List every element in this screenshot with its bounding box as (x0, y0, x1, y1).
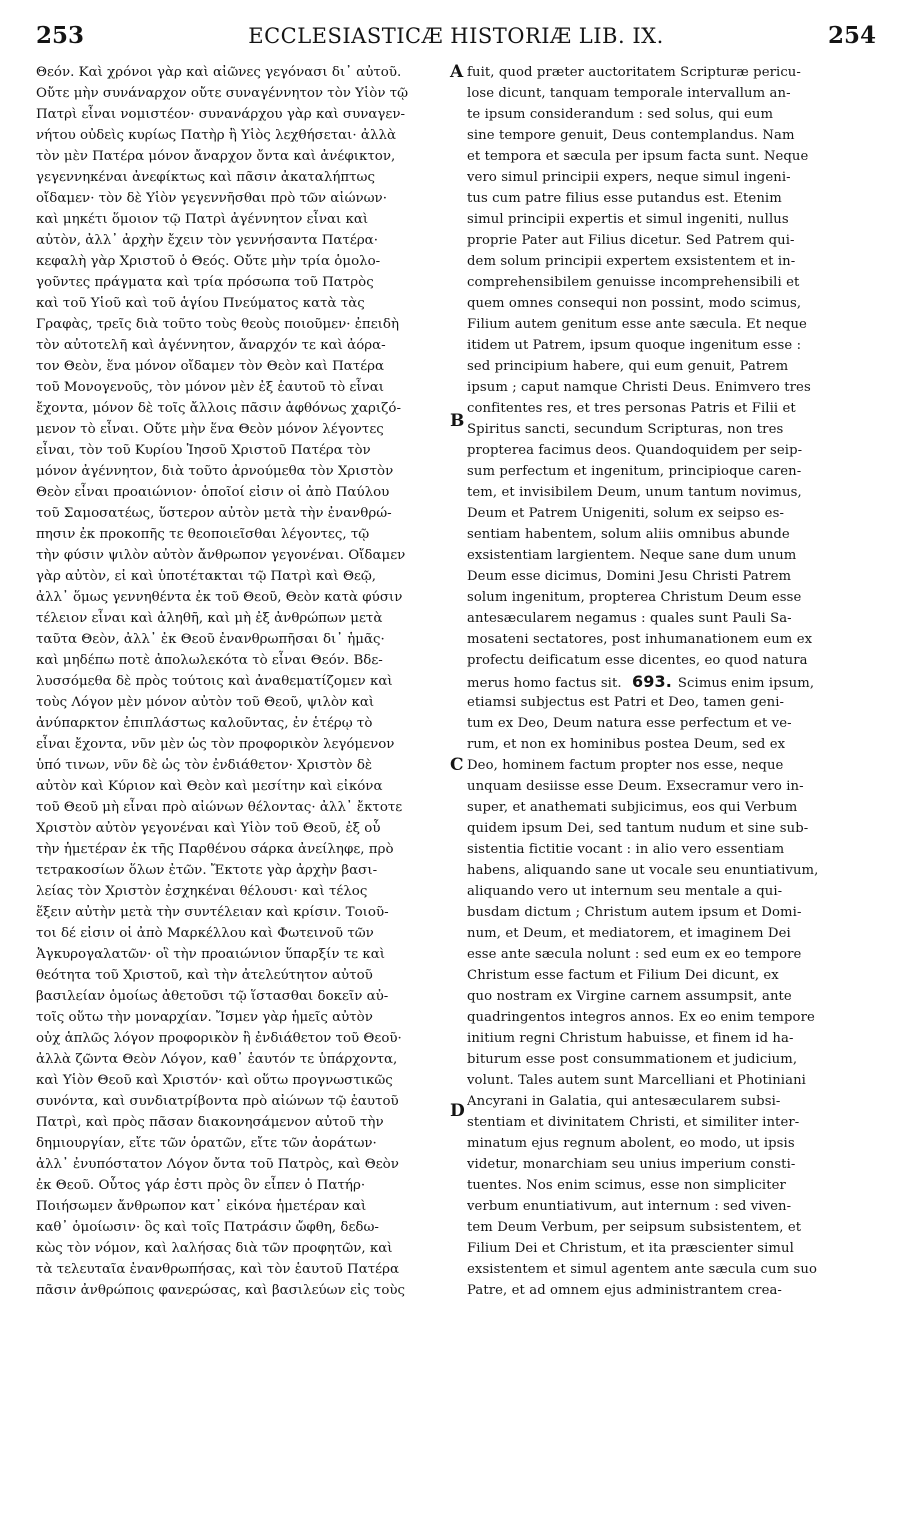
greek-text-line: γὰρ αὐτὸν, εἰ καὶ ὑποτέτακται τῷ Πατρὶ καὶ Θεῷ, (36, 569, 377, 584)
greek-text-line: ταῦτα Θεὸν, ἀλλ᾽ ἐκ Θεοῦ ἐνανθρωπῆσαι δι᾽ ἡμᾶς· (36, 632, 385, 647)
latin-text-line: Deum esse dicimus, Domini Jesu Christi Patrem (467, 569, 792, 584)
latin-text-line: busdam dictum ; Christum autem ipsum et Domi- (467, 905, 802, 920)
greek-text-line: Θεὸν εἶναι προαιώνιον· ὁποῖοί εἰσιν οἱ ἀπὸ Παύλου (36, 485, 390, 500)
section-number: 693. (632, 672, 672, 691)
greek-text-line: ἔχοντα, μόνον δὲ τοῖς ἄλλοις πᾶσιν ἀφθόνως χαριζό- (36, 401, 402, 416)
greek-text-line: θεότητα τοῦ Χριστοῦ, καὶ τὴν ἀτελεύτητον αὐτοῦ (36, 968, 373, 983)
greek-text-line: ἀλλὰ ζῶντα Θεὸν Λόγον, καθ᾽ ἑαυτόν τε ὑπάρχοντα, (36, 1052, 398, 1067)
latin-text-line: volunt. Tales autem sunt Marcelliani et Photiniani (467, 1073, 806, 1088)
greek-text-line: ὑπό τινων, νῦν δὲ ὡς τὸν ἐνδιάθετον· Χριστὸν δὲ (36, 758, 373, 773)
latin-text-line: esse ante sæcula nolunt : sed eum ex eo tempore (467, 947, 802, 962)
greek-text-line: εἶναι, τὸν τοῦ Κυρίου Ἰησοῦ Χριστοῦ Πατέρα τὸν (36, 443, 371, 458)
latin-text-line: unquam desiisse esse Deum. Exsecramur vero in- (467, 779, 804, 794)
greek-text-line: γεγεννηκέναι ἀνεφίκτως καὶ πᾶσιν ἀκαταλήπτως (36, 170, 375, 185)
latin-text-line: Deo, hominem factum propter nos esse, neque (467, 758, 784, 773)
latin-text-line: num, et Deum, et mediatorem, et imaginem Dei (467, 926, 791, 941)
greek-text-line: Πατρὶ, καὶ πρὸς πᾶσαν διακονησάμενον αὐτοῦ τὴν (36, 1115, 384, 1130)
latin-text-continued: Scimus enim ipsum, (677, 676, 815, 691)
latin-text-line: sentiam habentem, solum aliis omnibus abunde (467, 527, 790, 542)
section-marker-a: A (450, 62, 464, 82)
greek-text-line: δημιουργίαν, εἴτε τῶν ὁρατῶν, εἴτε τῶν ἀοράτων· (36, 1136, 377, 1151)
greek-text-line: γοῦντες πράγματα καὶ τρία πρόσωπα τοῦ Πατρὸς (36, 275, 374, 290)
latin-text-line: propterea facimus deos. Quandoquidem per seip- (467, 443, 803, 458)
page-number-left: 253 (36, 22, 85, 49)
greek-text-line: Γραφὰς, τρεῖς διὰ τοῦτο τοὺς θεοὺς ποιοῦμεν· ἐπειδὴ (36, 317, 399, 332)
greek-text-line: λυσσόμεθα δὲ πρὸς τούτοις καὶ ἀναθεματίζομεν καὶ (36, 674, 393, 689)
greek-text-line: τέλειον εἶναι καὶ ἀληθῆ, καὶ μὴ ἐξ ἀνθρώπων μετὰ (36, 611, 383, 626)
greek-text-line: κεφαλὴ γὰρ Χριστοῦ ὁ Θεός. Οὔτε μὴν τρία ὁμολο- (36, 254, 381, 269)
latin-text-line: Patre, et ad omnem ejus administrantem crea- (467, 1283, 782, 1298)
latin-text-line: vero simul principii expers, neque simul ingeni- (467, 170, 791, 185)
section-marker-c: C (450, 755, 464, 775)
greek-text-line: βασιλείαν ὁμοίως ἀθετοῦσι τῷ ἵστασθαι δοκεῖν αὐ- (36, 989, 389, 1004)
latin-text-line: rum, et non ex hominibus postea Deum, sed ex (467, 737, 786, 752)
latin-text-line: super, et anathemati subjicimus, eos qui Verbum (467, 800, 798, 815)
latin-text-line: mosateni sectatores, post inhumanationem eum ex (467, 632, 813, 647)
greek-text-line: ἐκ Θεοῦ. Οὗτος γάρ ἐστι πρὸς ὃν εἶπεν ὁ Πατήρ· (36, 1178, 366, 1193)
greek-text-line: αὐτὸν, ἀλλ᾽ ἀρχὴν ἔχειν τὸν γεννήσαντα Πατέρα· (36, 233, 378, 248)
latin-text-line: proprie Pater aut Filius dicetur. Sed Patrem qui- (467, 233, 795, 248)
greek-text-line: συνόντα, καὶ συνδιατρίβοντα πρὸ αἰώνων τῷ ἑαυτοῦ (36, 1094, 399, 1109)
greek-text-line: Οὔτε μὴν συνάναρχον οὔτε συναγέννητον τὸν Υἱὸν τῷ (36, 86, 409, 101)
greek-text-line: τοῦ Σαμοσατέως, ὕστερον αὐτὸν μετὰ τὴν ἐνανθρώ- (36, 506, 392, 521)
greek-text-line: τον Θεὸν, ἕνα μόνον οἴδαμεν τὸν Θεὸν καὶ Πατέρα (36, 359, 385, 374)
latin-text-line: quadringentos integros annos. Ex eo enim tempore (467, 1010, 815, 1025)
latin-text-line: te ipsum considerandum : sed solus, qui eum (467, 107, 774, 122)
section-marker-d: D (450, 1101, 465, 1121)
greek-text-line: καθ᾽ ὁμοίωσιν· ὃς καὶ τοῖς Πατράσιν ὤφθη, δεδω- (36, 1220, 379, 1235)
greek-text-line: τοῦ Μονογενοῦς, τὸν μόνον μὲν ἐξ ἑαυτοῦ τὸ εἶναι (36, 380, 385, 395)
greek-text-line: καὶ Υἱὸν Θεοῦ καὶ Χριστόν· καὶ οὕτω προγνωστικῶς (36, 1073, 393, 1088)
latin-text-line: Filium autem genitum esse ante sæcula. Et neque (467, 317, 807, 332)
latin-text-line: aliquando vero ut internum seu mentale a qui- (467, 884, 783, 899)
latin-text-line: profectu deificatum esse dicentes, eo quod natura (467, 653, 808, 668)
greek-text-line: οἴδαμεν· τὸν δὲ Υἱὸν γεγεννῆσθαι πρὸ τῶν αἰώνων· (36, 191, 387, 206)
latin-text-line: Ancyrani in Galatia, qui antesæcularem subsi- (467, 1094, 781, 1109)
greek-text-line: ἀλλ᾽ ὅμως γεννηθέντα ἐκ τοῦ Θεοῦ, Θεὸν κατὰ φύσιν (36, 590, 403, 605)
latin-text-line: solum ingenitum, propterea Christum Deum esse (467, 590, 802, 605)
latin-text-line: initium regni Christum habuisse, et finem id ha- (467, 1031, 794, 1046)
latin-text-line: Filium Dei et Christum, et ita præscienter simul (467, 1241, 794, 1256)
greek-text-line: Ἀγκυρογαλατῶν· οἳ τὴν προαιώνιον ὕπαρξίν τε καὶ (36, 947, 386, 962)
latin-text-line: merus homo factus sit. 693. Scimus enim ipsum, (467, 672, 815, 691)
latin-text-line: sine tempore genuit, Deus contemplandus. Nam (467, 128, 795, 143)
latin-text-line: Deum et Patrem Unigeniti, solum ex seipso es- (467, 506, 785, 521)
greek-text-line: τοι δέ εἰσιν οἱ ἀπὸ Μαρκέλλου καὶ Φωτεινοῦ τῶν (36, 926, 374, 941)
latin-text-line: stentiam et divinitatem Christi, et similiter inter- (467, 1115, 800, 1130)
greek-text-line: τοῖς οὕτω τὴν μοναρχίαν. Ἴσμεν γὰρ ἡμεῖς αὐτὸν (36, 1010, 373, 1025)
greek-text-line: πησιν ἐκ προκοπῆς τε θεοποιεῖσθαι λέγοντες, τῷ (36, 527, 370, 542)
section-marker-b: B (450, 411, 465, 431)
latin-text-line: Spiritus sancti, secundum Scripturas, non tres (467, 422, 784, 437)
latin-text-line: habens, aliquando sane ut vocale seu enuntiativum, (467, 863, 819, 878)
latin-text-line: sum perfectum et ingenitum, principioque caren- (467, 464, 802, 479)
latin-text-line: tus cum patre filius esse putandus est. Etenim (467, 191, 782, 206)
latin-text-line: quidem ipsum Dei, sed tantum nudum et sine sub- (467, 821, 809, 836)
greek-text-line: αὐτὸν καὶ Κύριον καὶ Θεὸν καὶ μεσίτην καὶ εἰκόνα (36, 779, 383, 794)
latin-text-line: et tempora et sæcula per ipsum facta sunt. Neque (467, 149, 809, 164)
greek-text-line: τετρακοσίων ὅλων ἐτῶν. Ἔκτοτε γὰρ ἀρχὴν βασι- (36, 863, 378, 878)
latin-text-line: exsistentiam largientem. Neque sane dum unum (467, 548, 797, 563)
latin-text-line: dem solum principii expertem exsistentem et in- (467, 254, 796, 269)
greek-text-line: καὶ τοῦ Υἱοῦ καὶ τοῦ ἁγίου Πνεύματος κατὰ τὰς (36, 296, 365, 311)
latin-text-line: tuentes. Nos enim scimus, esse non simpliciter (467, 1178, 786, 1193)
latin-text-line: etiamsi subjectus est Patri et Deo, tamen geni- (467, 695, 785, 710)
greek-text-line: τὸν μὲν Πατέρα μόνον ἄναρχον ὄντα καὶ ἀνέφικτον, (36, 149, 396, 164)
greek-text-line: τοὺς Λόγον μὲν μόνον αὐτὸν τοῦ Θεοῦ, ψιλὸν καὶ (36, 695, 375, 710)
greek-text-line: τὴν ἡμετέραν ἐκ τῆς Παρθένου σάρκα ἀνείληφε, πρὸ (36, 842, 394, 857)
latin-text-line: tum ex Deo, Deum natura esse perfectum et ve- (467, 716, 792, 731)
greek-text-line: μόνον ἀγέννητον, διὰ τοῦτο ἀρνούμεθα τὸν Χριστὸν (36, 464, 394, 479)
latin-text-line: exsistentem et simul agentem ante sæcula cum suo (467, 1262, 818, 1277)
latin-text-line: minatum ejus regnum abolent, eo modo, ut ipsis (467, 1136, 795, 1151)
greek-text-line: νήτου οὐδεὶς κυρίως Πατὴρ ἢ Υἱὸς λεχθήσεται· ἀλλὰ (36, 128, 396, 143)
greek-text-line: Θεόν. Καὶ χρόνοι γὰρ καὶ αἰῶνες γεγόνασι δι᾽ αὐτοῦ. (36, 65, 402, 80)
latin-text-line: confitentes res, et tres personas Patris et Filii et (467, 401, 796, 416)
greek-text-line: πᾶσιν ἀνθρώποις φανερώσας, καὶ βασιλεύων εἰς τοὺς (36, 1283, 406, 1298)
page-number-right: 254 (827, 22, 876, 49)
latin-text-line: Christum esse factum et Filium Dei dicunt, ex (467, 968, 779, 983)
latin-text-line: itidem ut Patrem, ipsum quoque ingenitum esse : (467, 338, 802, 353)
latin-text-line: quem omnes consequi non possint, modo scimus, (467, 296, 802, 311)
latin-text-line: biturum esse post consummationem et judicium, (467, 1052, 798, 1067)
greek-text-line: τὴν φύσιν ψιλὸν αὐτὸν ἄνθρωπον γεγονέναι. Οἴδαμεν (36, 548, 406, 563)
greek-column (36, 62, 450, 1301)
greek-text-line: ἀνύπαρκτον ἐπιπλάστως καλοῦντας, ἐν ἑτέρῳ τὸ (36, 716, 373, 731)
greek-text-line: κὼς τὸν νόμον, καὶ λαλήσας διὰ τῶν προφητῶν, καὶ (36, 1241, 393, 1256)
greek-text-line: Ποιήσωμεν ἄνθρωπον κατ᾽ εἰκόνα ἡμετέραν καὶ (36, 1199, 367, 1214)
greek-text-line: οὐχ ἁπλῶς λόγον προφορικὸν ἢ ἐνδιάθετον τοῦ Θεοῦ· (36, 1031, 402, 1046)
greek-text-line: Χριστὸν αὐτὸν γεγονέναι καὶ Υἱὸν τοῦ Θεοῦ, ἐξ οὗ (36, 821, 381, 836)
greek-text-line: ἕξειν αὐτὴν μετὰ τὴν συντέλειαν καὶ κρίσιν. Τοιοῦ- (36, 905, 389, 920)
latin-column (467, 62, 877, 1301)
latin-text-line: sistentia fictitie vocant : in alio vero essentiam (467, 842, 785, 857)
latin-text-line: tem Deum Verbum, per seipsum subsistentem, et (467, 1220, 802, 1235)
latin-text-line: tem, et invisibilem Deum, unum tantum novimus, (467, 485, 802, 500)
greek-text-line: ἀλλ᾽ ἐνυπόστατον Λόγον ὄντα τοῦ Πατρὸς, καὶ Θεὸν (36, 1157, 399, 1172)
greek-text-line: τὰ τελευταῖα ἐνανθρωπήσας, καὶ τὸν ἑαυτοῦ Πατέρα (36, 1262, 399, 1277)
greek-text-line: μενον τὸ εἶναι. Οὔτε μὴν ἕνα Θεὸν μόνον λέγοντες (36, 422, 384, 437)
running-title: ECCLESIASTICÆ HISTORIÆ LIB. IX. (248, 24, 664, 48)
latin-text-line: fuit, quod præter auctoritatem Scripturæ pericu- (467, 65, 801, 80)
greek-text-line: τὸν αὐτοτελῆ καὶ ἀγέννητον, ἄναρχόν τε καὶ ἀόρα- (36, 338, 386, 353)
latin-text-line: simul principii expertis et simul ingeniti, nullus (467, 212, 789, 227)
latin-text-line: quo nostram ex Virgine carnem assumpsit, ante (467, 989, 792, 1004)
greek-text-line: τοῦ Θεοῦ μὴ εἶναι πρὸ αἰώνων θέλοντας· ἀλλ᾽ ἔκτοτε (36, 800, 403, 815)
latin-text-line: sed principium habere, qui eum genuit, Patrem (467, 359, 789, 374)
greek-text-line: Πατρὶ εἶναι νομιστέον· συνανάρχου γὰρ καὶ συναγεν- (36, 107, 405, 122)
greek-text-line: καὶ μηδέπω ποτὲ ἀπολωλεκότα τὸ εἶναι Θεόν. Βδε- (36, 653, 383, 668)
latin-text-line: videtur, monarchiam seu unius imperium consti- (467, 1157, 796, 1172)
latin-text-line: lose dicunt, tanquam temporale intervallum an- (467, 86, 791, 101)
page-header (36, 22, 876, 54)
greek-text-line: λείας τὸν Χριστὸν ἐσχηκέναι θέλουσι· καὶ τέλος (36, 884, 368, 899)
latin-text-line: ipsum ; caput namque Christi Deus. Enimvero tres (467, 380, 811, 395)
greek-text-line: εἶναι ἔχοντα, νῦν μὲν ὡς τὸν προφορικὸν λεγόμενον (36, 737, 395, 752)
greek-text-line: καὶ μηκέτι ὅμοιον τῷ Πατρὶ ἀγέννητον εἶναι καὶ (36, 212, 369, 227)
latin-text-line: verbum enuntiativum, aut internum : sed viven- (467, 1199, 792, 1214)
latin-text-line: antesæcularem negamus : quales sunt Pauli Sa- (467, 611, 792, 626)
latin-text-line: comprehensibilem genuisse incomprehensibili et (467, 275, 800, 290)
